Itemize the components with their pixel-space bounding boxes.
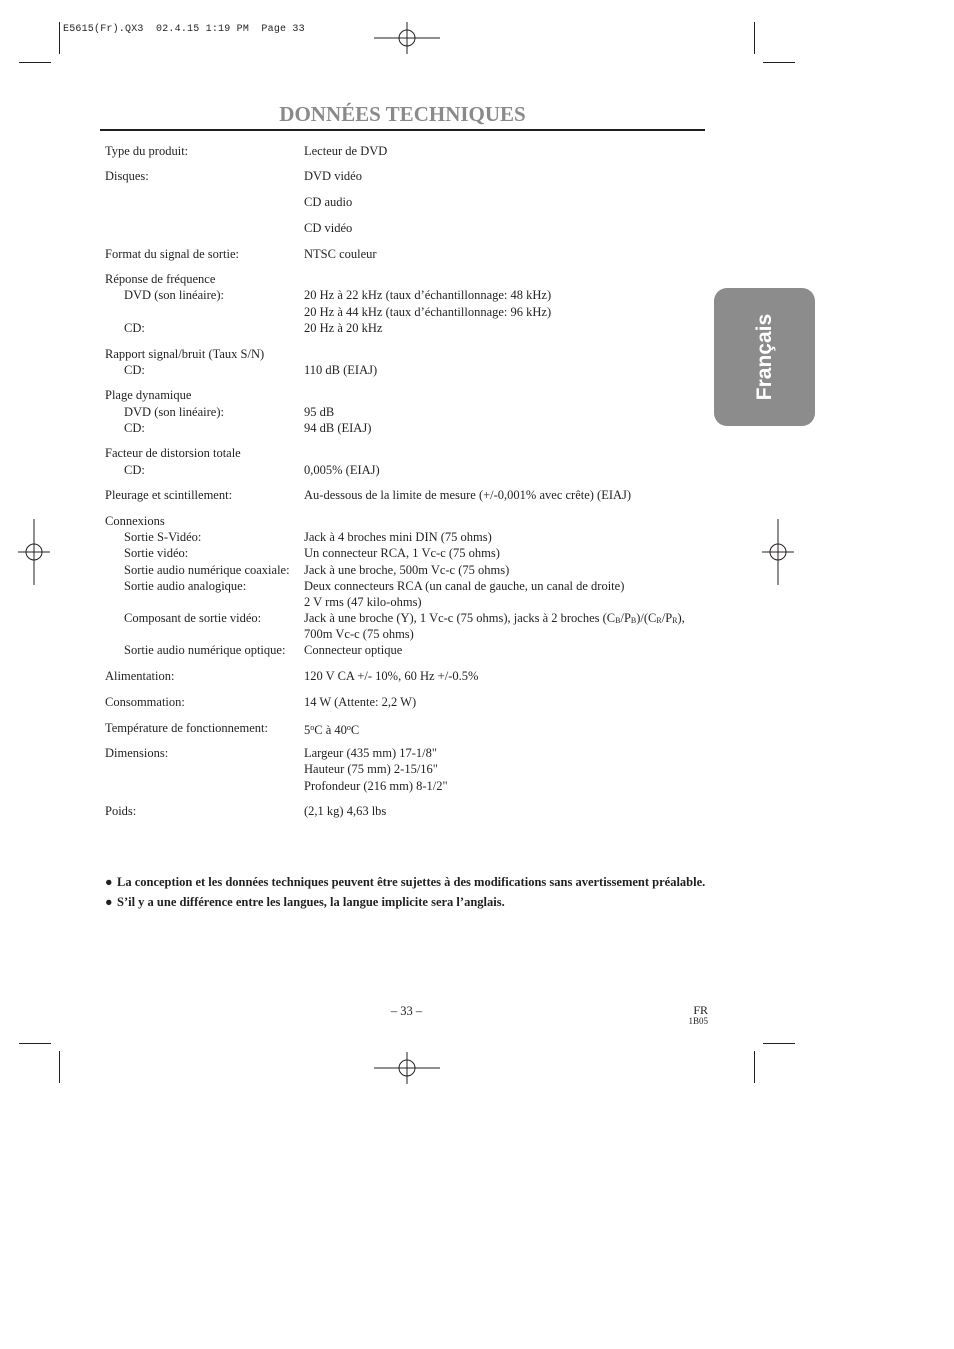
spec-label: Format du signal de sortie: [105,247,240,261]
spec-sublabel: CD: [124,463,145,477]
spec-label: Alimentation: [105,669,175,683]
spec-value: 700m Vc-c (75 ohms) [304,627,414,641]
spec-label: Poids: [105,804,137,818]
spec-value: 0,005% (EIAJ) [304,463,380,477]
spec-label: Pleurage et scintillement: [105,488,233,502]
spec-label: Disques: [105,169,149,183]
spec-value: Jack à une broche, 500m Vc-c (75 ohms) [304,563,510,577]
spec-label: Rapport signal/bruit (Taux S/N) [105,347,265,361]
spec-sublabel: CD: [124,363,145,377]
spec-sublabel: Sortie vidéo: [124,546,189,560]
spec-sublabel: Composant de sortie vidéo: [124,611,262,625]
crop-mark [754,22,755,54]
spec-value: Hauteur (75 mm) 2-15/16" [304,762,438,776]
crop-mark [59,22,60,54]
page-number: – 33 – [390,1004,423,1018]
note-text: S’il y a une différence entre les langues, la langue implicite sera l’anglais. [117,895,505,910]
spec-label: Dimensions: [105,746,169,760]
spec-value: Largeur (435 mm) 17-1/8" [304,746,437,760]
spec-value: 110 dB (EIAJ) [304,363,378,377]
notes [105,874,708,915]
crop-mark [754,1051,755,1083]
spec-value: Profondeur (216 mm) 8-1/2" [304,779,448,793]
spec-value: Jack à une broche (Y), 1 Vc-c (75 ohms), jacks à 2 broches $(C_B/P_B)/(C_R/P_R)$, [304,611,685,625]
registration-mark-icon [18,519,50,585]
language-tab [714,288,815,426]
spec-value: Lecteur de DVD [304,144,388,158]
spec-sublabel: Sortie audio analogique: [124,579,247,593]
spec-sublabel: DVD (son linéaire): [124,405,224,419]
language-tab-label: Français [752,313,776,401]
spec-sublabel: CD: [124,421,145,435]
spec-value: Un connecteur RCA, 1 Vc-c (75 ohms) [304,546,500,560]
bullet-icon: ● [105,875,113,889]
spec-value: 94 dB (EIAJ) [304,421,372,435]
spec-sublabel: CD: [124,321,145,335]
spec-label: Facteur de distorsion totale [105,446,241,460]
crop-mark [19,1043,51,1044]
spec-sublabel: Sortie audio numérique optique: [124,643,286,657]
spec-value: 20 Hz à 20 kHz [304,321,383,335]
spec-value: 14 W (Attente: 2,2 W) [304,695,417,709]
spec-value: 120 V CA +/- 10%, 60 Hz +/-0.5% [304,669,479,683]
registration-mark-icon [374,1052,440,1084]
spec-value: 95 dB [304,405,335,419]
spec-label: Connexions [105,514,165,528]
spec-value: CD audio [304,195,353,209]
spec-value: DVD vidéo [304,169,362,183]
bullet-icon: ● [105,895,113,910]
print-info: E5615(Fr).QX3 02.4.15 1:19 PM Page 33 [63,24,305,35]
registration-mark-icon [374,22,440,54]
spec-label: Consommation: [105,695,185,709]
spec-value: Deux connecteurs RCA (un canal de gauche, un canal de droite) [304,579,625,593]
spec-value: Au-dessous de la limite de mesure (+/-0,001% avec crête) (EIAJ) [304,488,632,502]
crop-mark [59,1051,60,1083]
spec-sublabel: Sortie S-Vidéo: [124,530,202,544]
spec-value: Jack à 4 broches mini DIN (75 ohms) [304,530,492,544]
spec-value: (2,1 kg) 4,63 lbs [304,804,387,818]
note-text: La conception et les données techniques peuvent être sujettes à des modifications sans avertissement préalable. [117,875,706,889]
spec-value: 20 Hz à 44 kHz (taux d’échantillonnage: 96 kHz) [304,305,552,319]
spec-value: CD vidéo [304,221,353,235]
spec-label: Réponse de fréquence [105,272,216,286]
title-divider [100,129,705,131]
registration-mark-icon [762,519,794,585]
document-code: 1B05 [688,1016,708,1026]
crop-mark [763,62,795,63]
crop-mark [19,62,51,63]
note-item [105,894,708,910]
language-code: FR [693,1003,708,1017]
spec-value: 20 Hz à 22 kHz (taux d’échantillonnage: 48 kHz) [304,288,552,302]
crop-mark [763,1043,795,1044]
spec-label: Température de fonctionnement: [105,721,268,735]
spec-value: 5$^o$C à 40$^o$C [304,723,360,737]
spec-sublabel: DVD (son linéaire): [124,288,224,302]
spec-value: Connecteur optique [304,643,403,657]
spec-value: 2 V rms (47 kilo-ohms) [304,595,422,609]
note-item [105,874,708,890]
spec-value: NTSC couleur [304,247,377,261]
spec-label: Type du produit: [105,144,189,158]
page-title: DONNÉES TECHNIQUES [279,102,526,126]
spec-sublabel: Sortie audio numérique coaxiale: [124,563,290,577]
spec-label: Plage dynamique [105,388,192,402]
